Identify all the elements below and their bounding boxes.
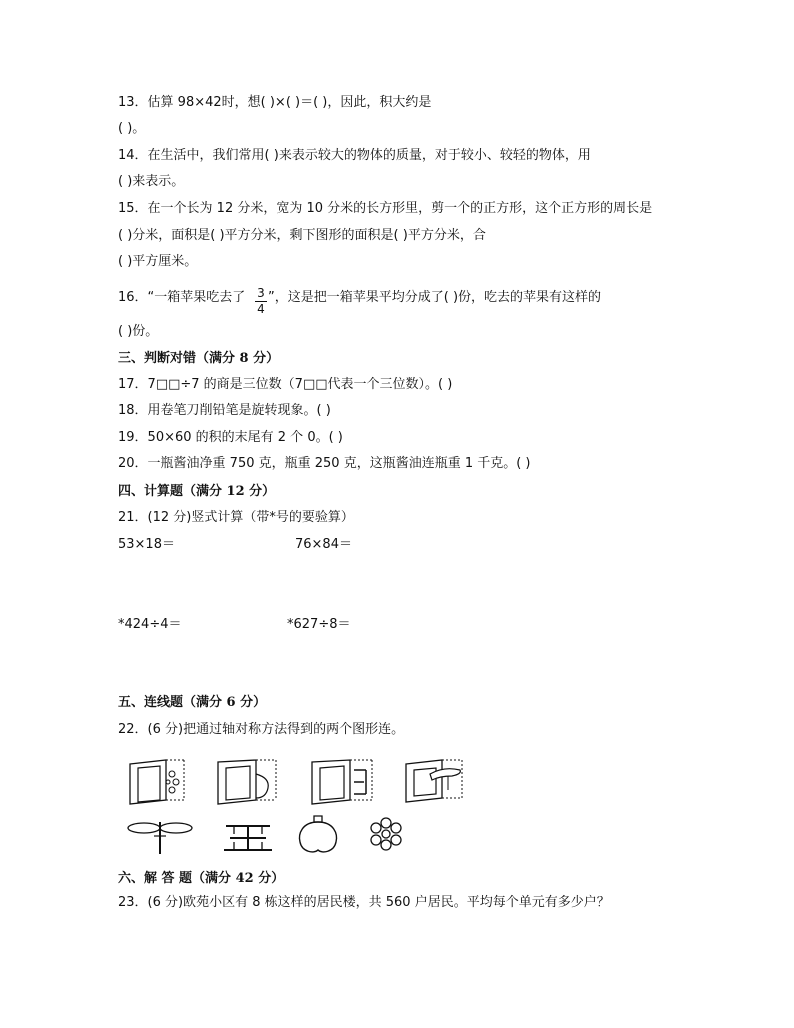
q19: 19．50×60 的积的末尾有 2 个 0。( ): [118, 430, 343, 445]
q20: 20．一瓶酱油净重 750 克，瓶重 250 克，这瓶酱油连瓶重 1 千克。( ): [118, 456, 531, 471]
q15-line1: 15．在一个长为 12 分米，宽为 10 分米的长方形里，剪一个的正方形，这个正方形的周长是: [118, 201, 653, 216]
fraction-denominator: 4: [257, 302, 265, 316]
section3-heading: 三、判断对错（满分 8 分）: [118, 351, 280, 366]
q22: 22．(6 分)把通过轴对称方法得到的两个图形连。: [118, 722, 405, 737]
q14-line2: ( )来表示。: [118, 174, 185, 189]
section4-heading: 四、计算题（满分 12 分）: [118, 484, 276, 499]
q16-fraction: [255, 287, 267, 316]
section6-heading: 六、解 答 题（满分 42 分）: [118, 871, 285, 886]
shape-flower: [366, 814, 406, 854]
q16-line1-pre: 16．“一箱苹果吃去了: [118, 290, 246, 305]
figure-fold-pumpkin: [216, 760, 280, 808]
q15-line2: ( )分米，面积是( )平方分米，剩下图形的面积是( )平方分米，合: [118, 228, 486, 243]
expr-53x18: 53×18＝: [118, 537, 175, 552]
q23: 23．(6 分)欧苑小区有 8 栋这样的居民楼，共 560 户居民。平均每个单元有多少户？: [118, 895, 610, 910]
q13-line2: ( )。: [118, 121, 146, 136]
figure-fold-dragonfly: [404, 760, 468, 808]
q16-line2: ( )份。: [118, 324, 159, 339]
expr-627div8: *627÷8＝: [287, 617, 351, 632]
expr-76x84: 76×84＝: [295, 537, 352, 552]
q15-line3: ( )平方厘米。: [118, 254, 198, 269]
q13-line1: 13．估算 98×42时，想( )×( )＝( )，因此，积大约是: [118, 95, 432, 110]
q17: 17．7□□÷7 的商是三位数（7□□代表一个三位数）。( ): [118, 377, 453, 392]
q18: 18．用卷笔刀削铅笔是旋转现象。( ): [118, 403, 331, 418]
q21: 21．(12 分)竖式计算（带*号的要验算）: [118, 510, 354, 525]
q16-line1-post: ”，这是把一箱苹果平均分成了( )份，吃去的苹果有这样的: [268, 290, 602, 305]
figure-fold-wang: [310, 760, 374, 808]
fraction-numerator: 3: [257, 286, 265, 300]
expr-424div4: *424÷4＝: [118, 617, 182, 632]
shape-wang: [220, 822, 276, 854]
shape-dragonfly: [126, 816, 194, 856]
shape-pumpkin: [294, 812, 342, 856]
q14-line1: 14．在生活中，我们常用( )来表示较大的物体的质量，对于较小、较轻的物体，用: [118, 148, 591, 163]
section5-heading: 五、连线题（满分 6 分）: [118, 695, 267, 710]
figure-fold-flower: [124, 760, 188, 808]
